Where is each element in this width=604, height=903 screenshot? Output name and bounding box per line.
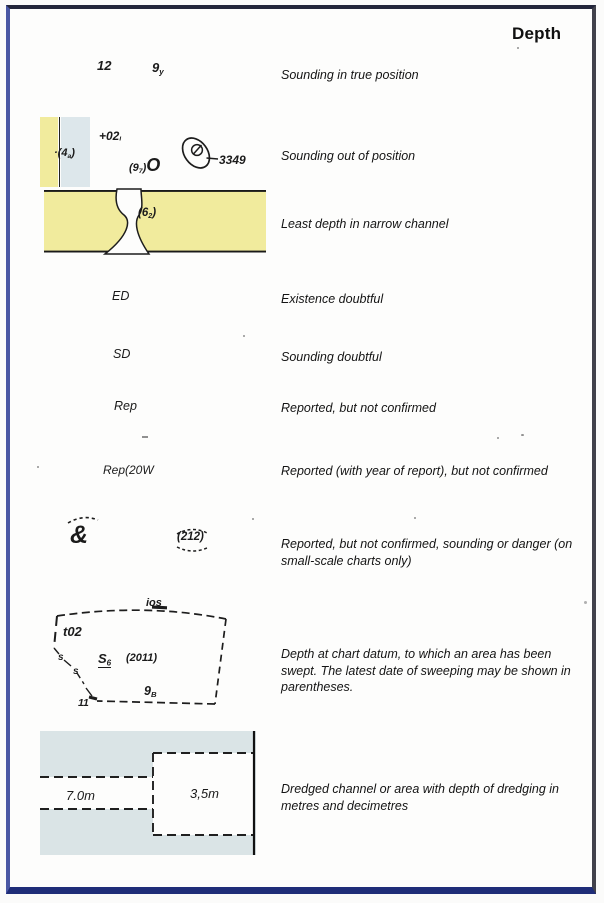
swept-top-sounding: ios xyxy=(146,597,162,609)
sounding-tick: ı xyxy=(119,133,122,143)
abbreviation-ed: ED xyxy=(112,289,130,303)
swept-subscript: 6 xyxy=(106,658,112,668)
scan-noise-dot xyxy=(521,434,524,436)
swept-line-s-mark: s xyxy=(73,666,79,677)
sounding-subscript: 2 xyxy=(148,211,153,220)
sounding-figure-decimal xyxy=(152,60,164,76)
sounding-text: ·(4 xyxy=(54,147,68,159)
sounding-text: (9 xyxy=(129,162,139,174)
reported-danger-symbol: & xyxy=(70,521,89,549)
chart-number: 3349 xyxy=(219,153,246,167)
scan-noise-dot xyxy=(37,466,39,468)
legend-description: Sounding in true position xyxy=(281,68,419,82)
legend-description: Depth at chart datum, to which an area has been swept. The latest date of sweeping may be shown in parentheses. xyxy=(281,647,571,694)
scan-noise-dot xyxy=(584,601,587,604)
legend-description: Existence doubtful xyxy=(281,292,384,306)
legend-description: Dredged channel or area with depth of dredging in metres and decimetres xyxy=(281,782,559,813)
swept-lower-sounding xyxy=(144,684,157,699)
scan-noise-dot xyxy=(243,335,245,337)
dredged-channel-depth: 7.0m xyxy=(66,788,95,803)
sounding-text: ) xyxy=(71,147,75,159)
obstruction-oval-icon xyxy=(178,133,222,177)
bracketed-sounding xyxy=(54,147,75,160)
sounding-main: 9 xyxy=(152,60,160,75)
sounding-text: ) xyxy=(142,162,147,174)
sounding-subscript: a xyxy=(67,152,72,160)
legend-description: Sounding out of position xyxy=(281,149,416,163)
scan-noise-dash xyxy=(142,436,148,438)
circled-sounding: (212) xyxy=(177,531,204,543)
scan-noise-dot xyxy=(497,437,499,439)
scan-noise-dot xyxy=(252,518,254,520)
channel-least-depth-label xyxy=(138,207,156,220)
abbreviation-rep: Rep xyxy=(114,399,137,413)
abbreviation-sd: SD xyxy=(113,347,131,361)
scan-noise-dot xyxy=(517,47,519,49)
legend-description: Reported, but not confirmed, sounding or danger (on small-scale charts only) xyxy=(281,537,573,568)
sounding-subscript: B xyxy=(150,690,157,700)
swept-depth-symbol xyxy=(98,651,111,667)
sounding-text: (6 xyxy=(138,207,149,219)
sounding-subscript: y xyxy=(159,67,164,77)
scan-noise-dot xyxy=(414,517,416,519)
swept-letter-underlined xyxy=(98,651,111,668)
legend-description: Reported, but not confirmed xyxy=(281,401,436,415)
legend-description: Least depth in narrow channel xyxy=(281,217,449,231)
plus-sounding xyxy=(99,129,121,143)
swept-corner-sounding: 11 xyxy=(78,697,89,709)
sounding-text: +02 xyxy=(99,129,120,143)
legend-description: Reported (with year of report), but not confirmed xyxy=(281,464,548,478)
parenthesized-sounding xyxy=(129,155,160,176)
swept-date: (2011) xyxy=(126,652,157,664)
sounding-figure: 12 xyxy=(97,58,112,73)
page-title: Depth xyxy=(512,24,562,43)
legend-description: Sounding doubtful xyxy=(281,350,382,364)
swept-line-s-mark: s xyxy=(58,652,64,663)
position-circle-glyph: O xyxy=(146,155,161,175)
swept-upper-left-sounding: t02 xyxy=(63,624,82,639)
dredged-area-depth: 3,5m xyxy=(190,786,219,801)
sounding-text: ) xyxy=(152,207,157,219)
swept-letter: S xyxy=(98,651,107,666)
sounding-main: 9 xyxy=(144,684,151,698)
abbreviation-rep-year: Rep(20W xyxy=(103,463,154,477)
narrow-channel-figure xyxy=(44,189,266,254)
sounding-subscript: 7 xyxy=(138,167,143,175)
